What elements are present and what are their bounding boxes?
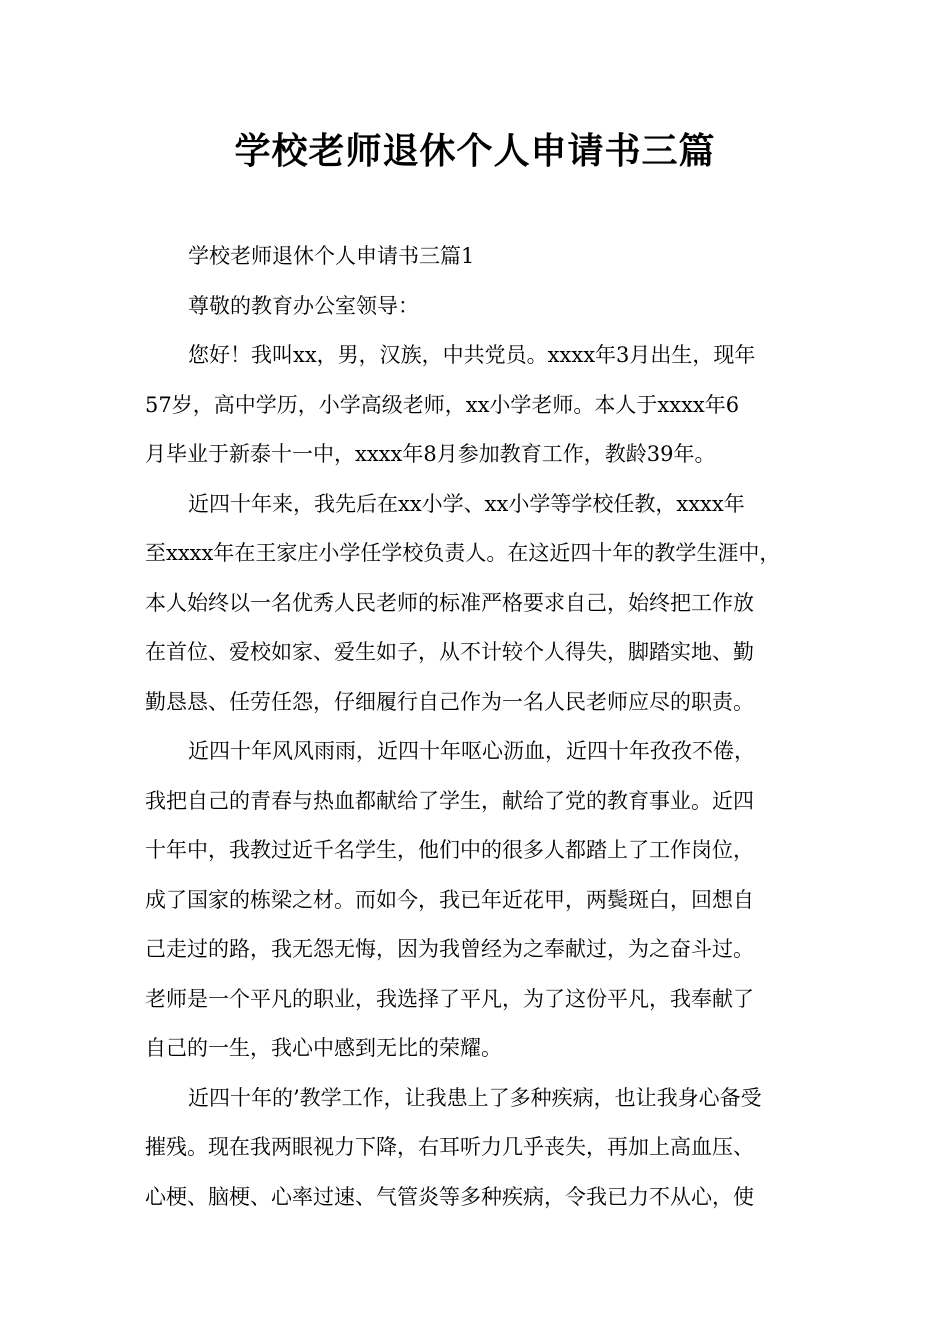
body-line: 自己的一生，我心中感到无比的荣耀。 bbox=[145, 1036, 502, 1060]
body-line: 我把自己的青春与热血都献给了学生，献给了党的教育事业。近四 bbox=[145, 788, 754, 813]
body-line: 月毕业于新泰十一中，xxxx年8月参加教育工作，教龄39年。 bbox=[145, 442, 716, 466]
body-line: 己走过的路，我无怨无悔，因为我曾经为之奉献过，为之奋斗过。 bbox=[145, 937, 754, 961]
body-line: 57岁，高中学历，小学高级老师，xx小学老师。本人于xxxx年6 bbox=[145, 392, 740, 417]
body-line: 本人始终以一名优秀人民老师的标准严格要求自己，始终把工作放 bbox=[145, 590, 754, 615]
body-line: 近四十年的’教学工作，让我患上了多种疾病，也让我身心备受 bbox=[188, 1085, 762, 1110]
body-line: 勤恳恳、任劳任怨，仔细履行自己作为一名人民老师应尽的职责。 bbox=[145, 689, 754, 714]
body-line: 成了国家的栋梁之材。而如今，我已年近花甲，两鬓斑白，回想自 bbox=[145, 887, 754, 912]
document-body bbox=[145, 232, 810, 1222]
body-line: 摧残。现在我两眼视力下降，右耳听力几乎丧失，再加上高血压、 bbox=[145, 1135, 754, 1159]
body-line: 心梗、脑梗、心率过速、气管炎等多种疾病，令我已力不从心，使 bbox=[145, 1184, 754, 1209]
body-line: 十年中，我教过近千名学生，他们中的很多人都踏上了工作岗位， bbox=[145, 838, 754, 862]
body-line: 近四十年来，我先后在xx小学、xx小学等学校任教，xxxx年 bbox=[188, 491, 745, 516]
body-line: 尊敬的教育办公室领导： bbox=[188, 293, 419, 318]
document-title: 学校老师退休个人申请书三篇 bbox=[234, 131, 716, 172]
body-line: 学校老师退休个人申请书三篇1 bbox=[188, 244, 475, 268]
body-line: 老师是一个平凡的职业，我选择了平凡，为了这份平凡，我奉献了 bbox=[145, 986, 754, 1011]
body-line: 您好！我叫xx，男，汉族，中共党员。xxxx年3月出生，现年 bbox=[188, 343, 756, 367]
body-line: 在首位、爱校如家、爱生如子，从不计较个人得失，脚踏实地、勤 bbox=[145, 640, 754, 664]
body-line: 近四十年风风雨雨，近四十年呕心沥血，近四十年孜孜不倦， bbox=[188, 739, 755, 763]
body-line: 至xxxx年在王家庄小学任学校负责人。在这近四十年的教学生涯中， bbox=[145, 541, 781, 565]
